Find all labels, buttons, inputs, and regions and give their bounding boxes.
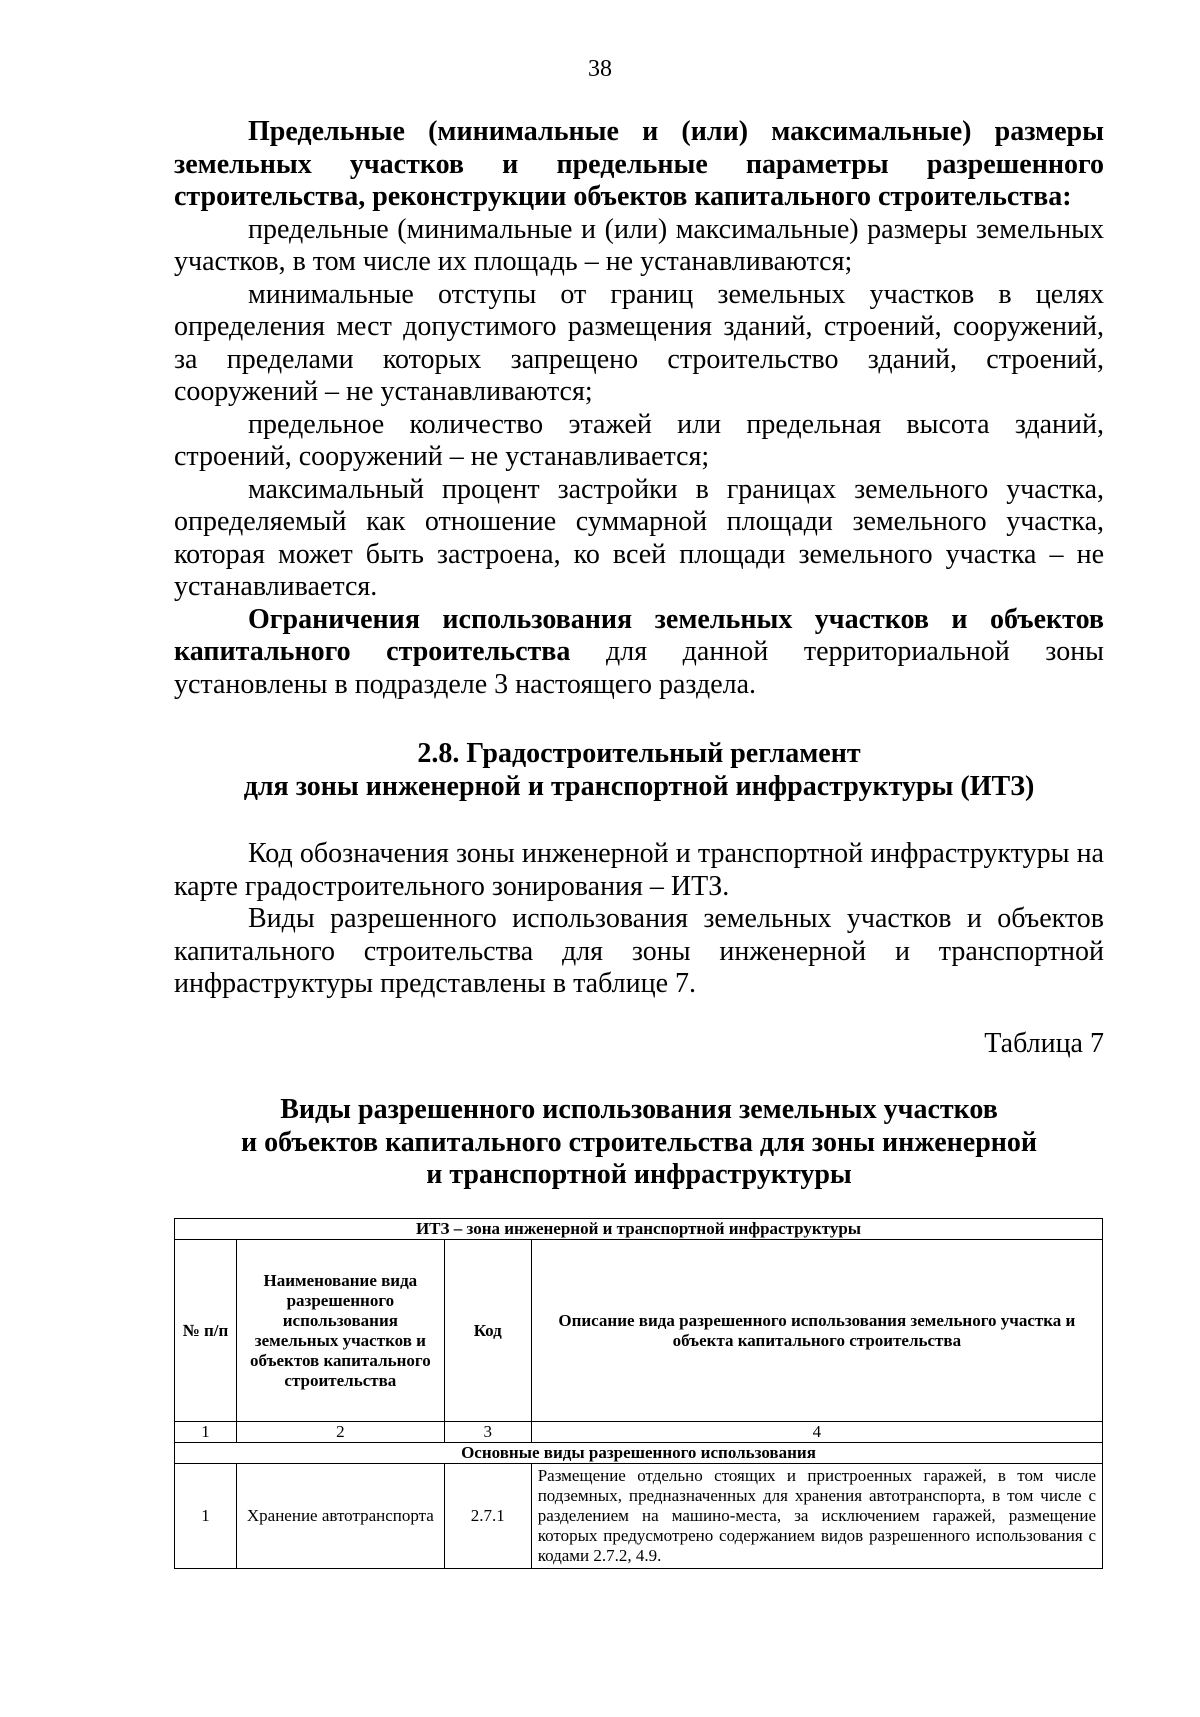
- row-code: 2.7.1: [444, 1464, 531, 1569]
- zone-header-row: [175, 1219, 1103, 1240]
- table-label-wrap: [174, 1028, 1104, 1061]
- column-header-row: [175, 1240, 1103, 1422]
- row-desc: Размещение отдельно стоящих и пристроенных гаражей, в том числе подземных, предназначенных для хранения автотранспорта, в том числе с разделением на машино-места, за исключением гаражей, размещение которых предусмотрено содержанием видов разрешенного использования с кодами 2.7.2, 4.9.: [531, 1464, 1102, 1569]
- column-number-row: [175, 1422, 1103, 1443]
- limits-item-1: предельные (минимальные и (или) максимальные) размеры земельных участков, в том числе их площадь – не устанавливаются;: [174, 213, 1104, 277]
- section-para-2: Виды разрешенного использования земельных участков и объектов капитального строительства для зоны инженерной и транспортной инфраструктуры представлены в таблице 7.: [174, 903, 1104, 999]
- zone-header: ИТЗ – зона инженерной и транспортной инфраструктуры: [175, 1219, 1103, 1240]
- group-row: [175, 1443, 1103, 1464]
- section-para-1: Код обозначения зоны инженерной и транспортной инфраструктуры на карте градостроительного зонирования – ИТЗ.: [174, 838, 1104, 902]
- table-title-line-3: и транспортной инфраструктуры: [426, 1159, 852, 1190]
- header-desc: Описание вида разрешенного использования земельного участка и объекта капитального строительства: [531, 1240, 1102, 1422]
- col-number-2: 2: [236, 1422, 444, 1443]
- limits-block: [174, 116, 1104, 701]
- section-title-line-2: для зоны инженерной и транспортной инфраструктуры (ИТЗ): [243, 770, 1035, 802]
- limits-item-4: максимальный процент застройки в границах земельного участка, определяемый как отношение суммарной площади земельного участка, которая может быть застроена, ко всей площади земельного участка – не устанавливается.: [174, 473, 1104, 602]
- col-number-1: 1: [175, 1422, 237, 1443]
- col-number-3: 3: [444, 1422, 531, 1443]
- limits-item-2: минимальные отступы от границ земельных участков в целях определения мест допустимого размещения зданий, строений, сооружений, за пределами которых запрещено строительство зданий, строений, сооружений – не устанавливаются;: [174, 278, 1104, 407]
- section-title-line-1: 2.8. Градостроительный регламент: [417, 738, 861, 769]
- header-code: Код: [444, 1240, 531, 1422]
- restrictions-paragraph: [174, 604, 1104, 702]
- group-main-label: Основные виды разрешенного использования: [175, 1443, 1103, 1464]
- restrictions-rest: для данной территориальной зоны установлены в подразделе 3 настоящего раздела.: [174, 636, 1104, 700]
- row-name: Хранение автотранспорта: [236, 1464, 444, 1569]
- table-title: [174, 1094, 1104, 1192]
- limits-item-3: предельное количество этажей или предельная высота зданий, строений, сооружений – не устанавливается;: [174, 408, 1104, 472]
- header-name: Наименование вида разрешенного использования земельных участков и объектов капитального строительства: [236, 1240, 444, 1422]
- section-intro: [174, 838, 1104, 1001]
- col-number-4: 4: [531, 1422, 1102, 1443]
- table-label: Таблица 7: [984, 1028, 1104, 1059]
- page-number: 38: [588, 56, 612, 82]
- section-title: [174, 738, 1104, 803]
- row-num: 1: [175, 1464, 237, 1569]
- table-title-line-2: и объектов капитального строительства для зоны инженерной: [240, 1126, 1038, 1158]
- table-title-line-1: Виды разрешенного использования земельных участков: [280, 1094, 998, 1125]
- use-types-table: [174, 1218, 1103, 1569]
- header-num: № п/п: [175, 1240, 237, 1422]
- limits-heading: Предельные (минимальные и (или) максимальные) размеры земельных участков и предельные параметры разрешенного строительства, реконструкции объектов капитального строительства:: [174, 116, 1104, 212]
- restrictions-bold: Ограничения использования земельных участков и объектов капитального строительства: [174, 603, 1104, 667]
- table-row: [175, 1464, 1103, 1569]
